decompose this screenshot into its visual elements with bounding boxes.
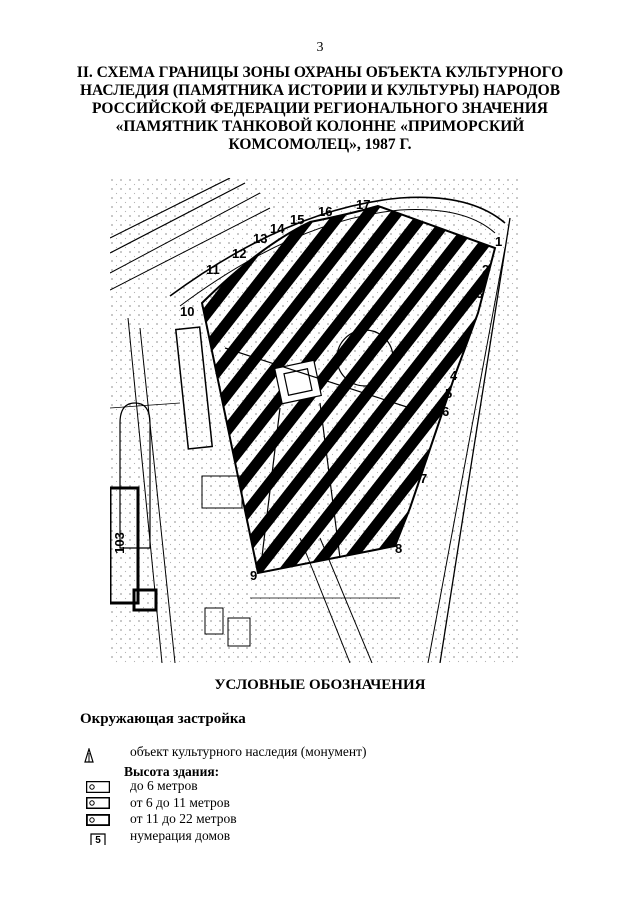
- map-drawing: [110, 178, 520, 663]
- title-line-2: НАСЛЕДИЯ (ПАМЯТНИКА ИСТОРИИ И КУЛЬТУРЫ) НАРОДОВ: [79, 82, 561, 99]
- legend-height-mid: от 6 до 11 метров: [130, 795, 230, 810]
- boundary-point-10: 10: [180, 304, 195, 319]
- height-high-icon: [86, 814, 110, 826]
- boundary-point-16: 16: [318, 204, 333, 219]
- house-number-sample: 5: [95, 835, 101, 846]
- boundary-point-6: 6: [442, 404, 450, 419]
- boundary-point-17: 17: [356, 197, 371, 212]
- building-number-label: 103: [112, 532, 127, 554]
- boundary-point-11: 11: [206, 262, 220, 277]
- title-line-1: II. СХЕМА ГРАНИЦЫ ЗОНЫ ОХРАНЫ ОБЪЕКТА КУЛЬТУРНОГО: [76, 64, 564, 81]
- house-number-icon: [90, 832, 106, 846]
- boundary-point-7: 7: [420, 471, 428, 486]
- boundary-point-2: 2: [482, 262, 490, 277]
- boundary-point-1: 1: [495, 234, 503, 249]
- title-line-3: РОССИЙСКОЙ ФЕДЕРАЦИИ РЕГИОНАЛЬНОГО ЗНАЧЕНИЯ: [92, 100, 548, 117]
- height-low-icon: [86, 781, 110, 793]
- legend-height-heading: Высота здания:: [124, 764, 220, 779]
- page-number: 3: [316, 40, 324, 55]
- boundary-point-9: 9: [250, 568, 258, 583]
- boundary-point-12: 12: [232, 246, 247, 261]
- boundary-point-4: 4: [450, 368, 458, 383]
- boundary-map: [110, 178, 520, 663]
- boundary-point-3: 3: [476, 286, 484, 301]
- legend-height-high: от 11 до 22 метров: [130, 811, 237, 826]
- page-title: [60, 64, 580, 154]
- height-mid-icon: [86, 797, 110, 809]
- monument-icon: [84, 748, 94, 764]
- boundary-point-15: 15: [290, 212, 305, 227]
- legend-monument-label: объект культурного наследия (монумент): [130, 744, 367, 759]
- legend-numbering-label: нумерация домов: [130, 828, 231, 843]
- boundary-point-8: 8: [395, 541, 403, 556]
- legend-section-title: Окружающая застройка: [80, 711, 246, 727]
- boundary-point-14: 14: [270, 221, 285, 236]
- legend-height-low: до 6 метров: [130, 778, 198, 793]
- title-line-4: «ПАМЯТНИК ТАНКОВОЙ КОЛОННЕ «ПРИМОРСКИЙ: [115, 118, 525, 135]
- title-line-5: КОМСОМОЛЕЦ», 1987 Г.: [228, 136, 412, 153]
- boundary-point-13: 13: [253, 231, 268, 246]
- legend-heading: УСЛОВНЫЕ ОБОЗНАЧЕНИЯ: [214, 677, 426, 693]
- boundary-point-5: 5: [445, 386, 453, 401]
